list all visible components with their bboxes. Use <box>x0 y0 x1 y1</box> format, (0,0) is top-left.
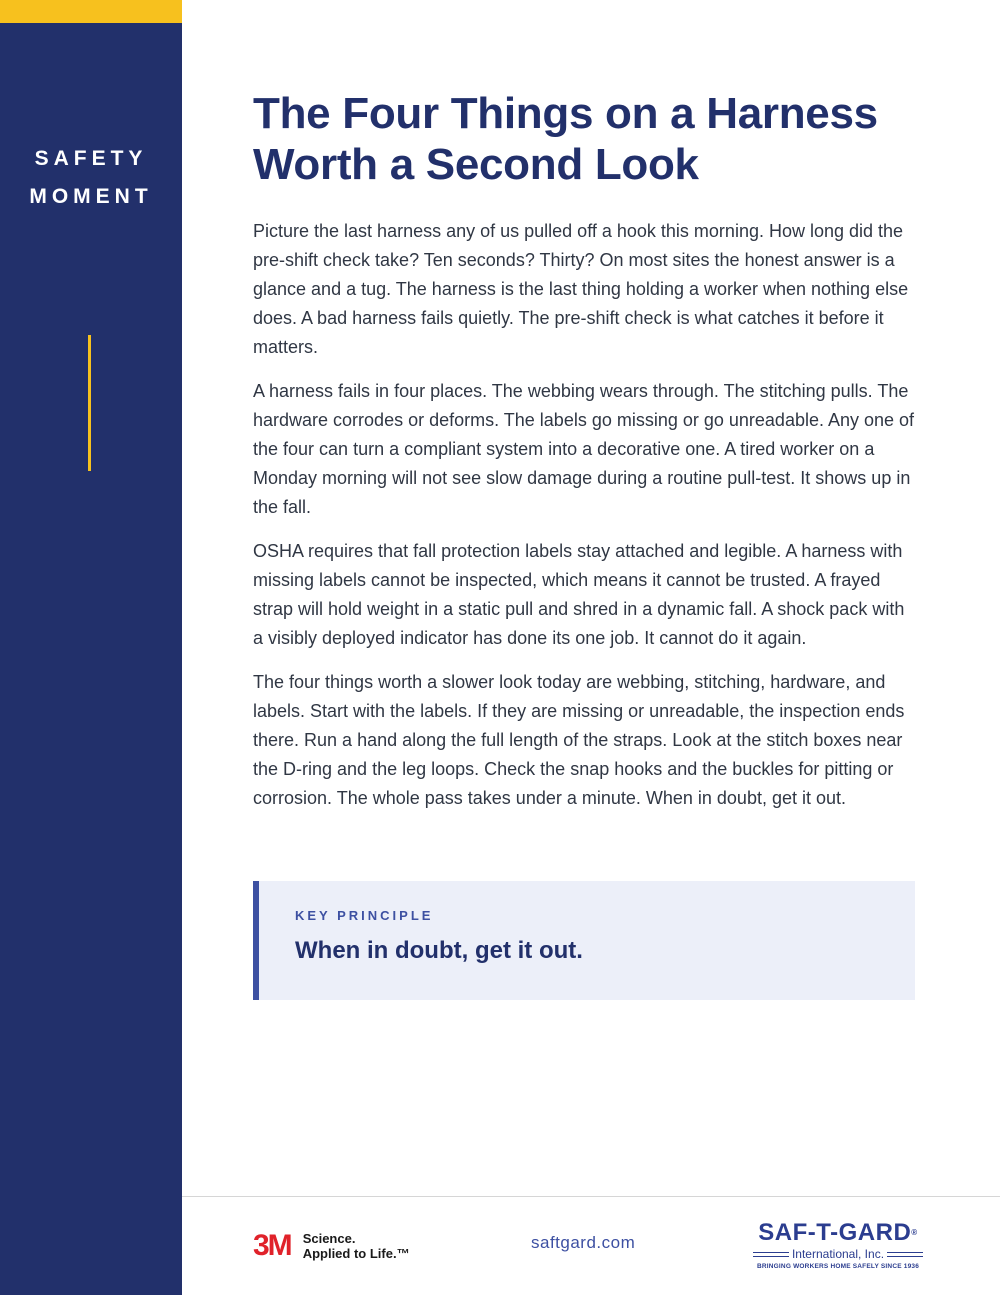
saftgard-wordmark <box>750 1220 926 1246</box>
page-title: The Four Things on a Harness Worth a Second Look <box>253 89 878 189</box>
paragraph: The four things worth a slower look today are webbing, stitching, hardware, and labels. Start with the labels. If they are missing or unreadable, the inspection ends there. Run a hand along the full length of the straps. Look at the stitch boxes near the D-ring and the leg loops. Check the snap hooks and the buckles for pitting or corrosion. The whole pass takes under a minute. When in doubt, get it out. <box>253 672 905 808</box>
saftgard-subline <box>750 1247 926 1261</box>
registered-mark: ® <box>911 1228 918 1237</box>
paragraph: A harness fails in four places. The webbing wears through. The stitching pulls. The hardware corrodes or deforms. The labels go missing or go unreadable. Any one of the four can turn a compliant system into a decorative one. A tired worker on a Monday morning will not see slow damage during a routine pull-test. It shows up in the fall. <box>253 381 915 517</box>
saftgard-motto: BRINGING WORKERS HOME SAFELY SINCE 1936 <box>756 1263 920 1270</box>
website-link[interactable]: saftgard.com <box>531 1233 636 1252</box>
saftgard-subline-text: International, Inc. <box>791 1247 885 1261</box>
sidebar-accent-line <box>88 335 91 471</box>
callout-principle: When in doubt, get it out. <box>295 937 583 964</box>
saftgard-logo <box>750 1220 926 1270</box>
3m-logo-mark: 3M <box>253 1229 291 1262</box>
3m-tagline-line1: Science. <box>302 1231 356 1246</box>
sidebar-label-line2: MOMENT <box>29 185 153 208</box>
key-principle-callout <box>253 881 915 1000</box>
sidebar <box>0 0 182 1295</box>
3m-tagline-line2: Applied to Life.™ <box>302 1246 410 1261</box>
subline-rule-left <box>753 1252 789 1257</box>
article-body <box>253 217 915 828</box>
sidebar-label <box>0 140 182 216</box>
sidebar-accent-bar <box>0 0 182 23</box>
3m-logo-tagline <box>303 1231 410 1261</box>
footer-divider <box>182 1196 1000 1197</box>
subline-rule-right <box>887 1252 923 1257</box>
callout-kicker: KEY PRINCIPLE <box>295 908 434 923</box>
3m-logo <box>253 1231 410 1261</box>
saftgard-wordmark-text: SAF-T-GARD <box>758 1219 912 1246</box>
paragraph: Picture the last harness any of us pulled off a hook this morning. How long did the pre-shift check take? Ten seconds? Thirty? On most sites the honest answer is a glance and a tug. The harness is the last thing holding a worker when nothing else does. A bad harness fails quietly. The pre-shift check is what catches it before it matters. <box>253 221 909 357</box>
sidebar-label-line1: SAFETY <box>34 147 148 170</box>
paragraph: OSHA requires that fall protection labels stay attached and legible. A harness with missing labels cannot be inspected, which means it cannot be trusted. A frayed strap will hold weight in a static pull and shred in a dynamic fall. A shock pack with a visibly deployed indicator has done its one job. It cannot do it again. <box>253 541 905 648</box>
